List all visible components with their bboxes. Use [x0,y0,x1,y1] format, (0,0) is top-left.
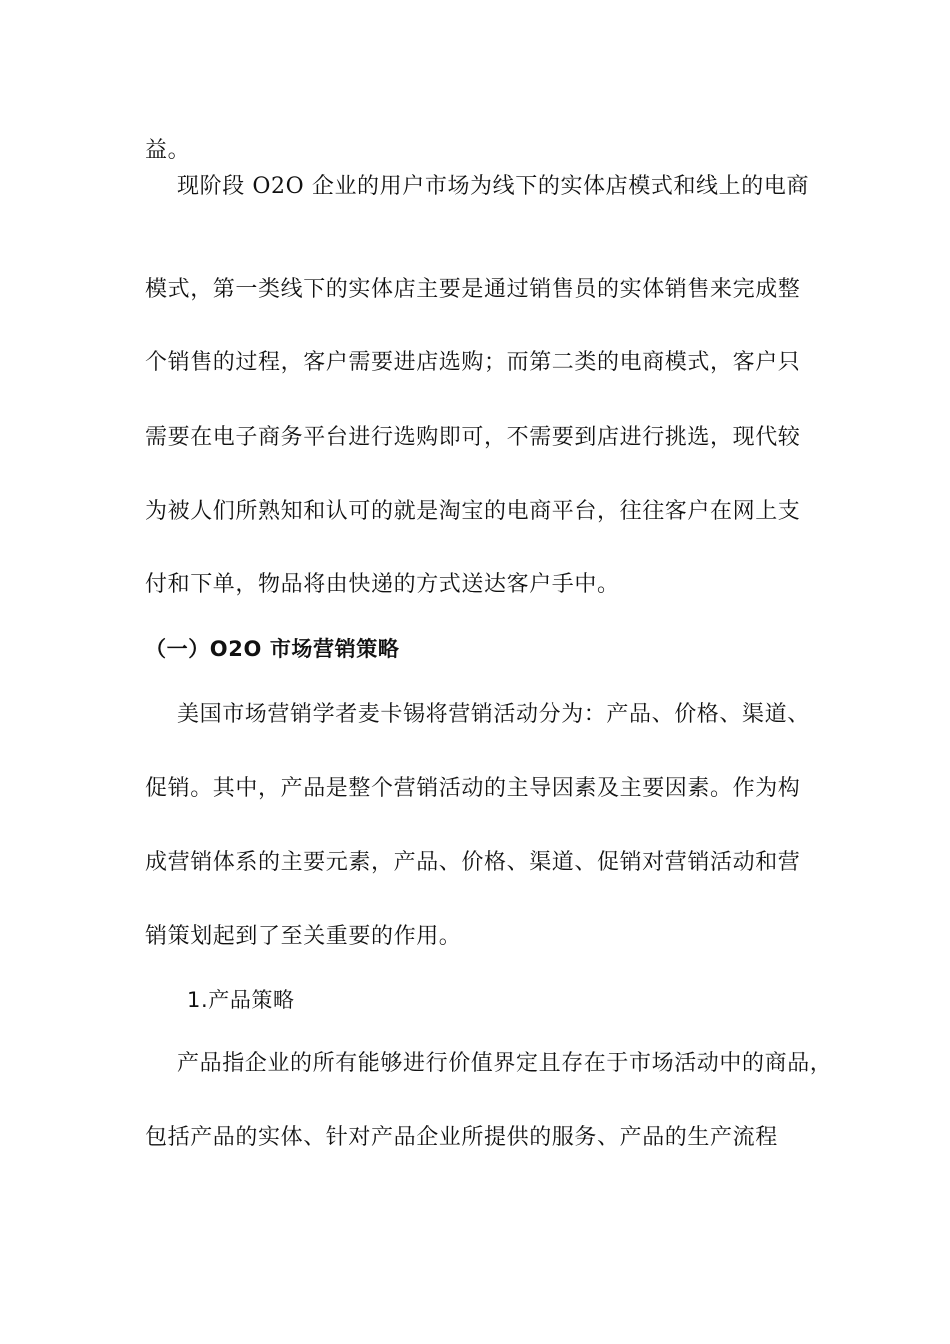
paragraph-line: 促销。其中，产品是整个营销活动的主导因素及主要因素。作为构 [145,776,801,801]
paragraph-line: 个销售的过程，客户需要进店选购；而第二类的电商模式，客户只 [145,350,801,375]
paragraph-line: 成营销体系的主要元素，产品、价格、渠道、促销对营销活动和营 [145,850,801,875]
paragraph-line: 模式，第一类线下的实体店主要是通过销售员的实体销售来完成整 [145,277,801,302]
paragraph-line: 益。 [145,138,191,163]
paragraph-line: 美国市场营销学者麦卡锡将营销活动分为：产品、价格、渠道、 [177,702,810,727]
paragraph-line: 现阶段 O2O 企业的用户市场为线下的实体店模式和线上的电商 [177,174,810,199]
subsection-heading: 1.产品策略 [187,988,295,1012]
paragraph-line: 需要在电子商务平台进行选购即可，不需要到店进行挑选，现代较 [145,425,801,450]
paragraph-line: 销策划起到了至关重要的作用。 [145,924,462,949]
section-heading: （一）O2O 市场营销策略 [145,637,400,661]
paragraph-line: 为被人们所熟知和认可的就是淘宝的电商平台，往往客户在网上支 [145,499,801,524]
paragraph-line: 付和下单，物品将由快递的方式送达客户手中。 [145,572,620,597]
paragraph-line: 产品指企业的所有能够进行价值界定且存在于市场活动中的商品， [177,1051,833,1076]
paragraph-line: 包括产品的实体、针对产品企业所提供的服务、产品的生产流程 [145,1125,778,1150]
